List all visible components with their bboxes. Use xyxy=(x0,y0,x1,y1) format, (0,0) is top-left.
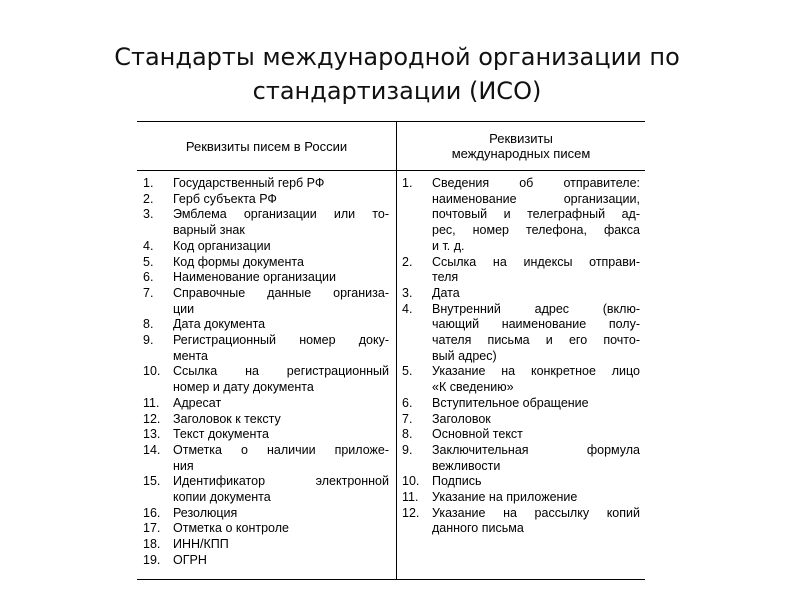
item-line: чающий наименование полу- xyxy=(432,317,640,332)
item-line: Дата xyxy=(432,285,460,300)
item-text xyxy=(432,286,640,302)
item-number: 16. xyxy=(143,505,161,520)
item-line: данного письма xyxy=(432,521,524,536)
item-text xyxy=(432,443,640,474)
item-line: Вступительное обращение xyxy=(432,395,589,410)
list-item xyxy=(402,302,640,365)
item-number: 11. xyxy=(402,490,419,505)
list-item xyxy=(402,286,640,302)
list-item xyxy=(402,176,640,255)
list-item xyxy=(143,239,389,255)
item-line: Код организации xyxy=(173,238,271,253)
item-text xyxy=(432,176,640,255)
item-number: 6. xyxy=(143,270,154,285)
list-item xyxy=(402,427,640,443)
page-title: Стандарты международной организации по стандартизации (ИСО) xyxy=(114,43,680,105)
item-line: Справочные данные организа- xyxy=(173,285,389,300)
item-number: 17. xyxy=(143,521,161,536)
item-text xyxy=(173,239,389,255)
item-number: 10. xyxy=(402,474,420,489)
list-item xyxy=(143,317,389,333)
item-text xyxy=(173,396,389,412)
item-text xyxy=(432,255,640,286)
item-number: 3. xyxy=(143,207,154,222)
item-line: Сведения об отправителе: xyxy=(432,176,640,190)
item-line: Текст документа xyxy=(173,427,269,442)
item-line: ции xyxy=(173,301,195,316)
list-item xyxy=(143,396,389,412)
item-text xyxy=(173,427,389,443)
header-right-text: Реквизиты международных писем xyxy=(451,131,591,161)
item-line: мента xyxy=(173,348,208,363)
item-line: Адресат xyxy=(173,395,222,410)
item-number: 9. xyxy=(402,442,413,457)
right-column xyxy=(402,176,640,537)
item-number: 12. xyxy=(402,505,420,520)
item-number: 2. xyxy=(402,254,413,269)
list-item xyxy=(402,443,640,474)
item-number: 10. xyxy=(143,364,161,379)
item-line: Подпись xyxy=(432,474,482,489)
item-number: 11. xyxy=(143,395,160,410)
item-number: 1. xyxy=(402,176,413,190)
item-line: Регистрационный номер доку- xyxy=(173,333,389,348)
list-item xyxy=(143,270,389,286)
item-text xyxy=(173,333,389,364)
list-item xyxy=(402,412,640,428)
item-text xyxy=(173,255,389,271)
item-text xyxy=(173,537,389,553)
item-line: вежливости xyxy=(432,458,501,473)
item-line: Указание на конкретное лицо xyxy=(432,364,640,379)
list-item xyxy=(143,412,389,428)
requisites-table xyxy=(137,121,645,580)
list-item xyxy=(143,207,389,238)
item-text xyxy=(173,521,389,537)
list-item xyxy=(402,506,640,537)
item-number: 8. xyxy=(402,427,413,442)
item-text xyxy=(432,302,640,365)
item-text xyxy=(173,364,389,395)
left-column xyxy=(143,176,389,569)
list-item xyxy=(143,553,389,569)
item-line: Отметка о наличии приложе- xyxy=(173,442,389,457)
list-item xyxy=(143,286,389,317)
item-number: 5. xyxy=(143,254,154,269)
item-text xyxy=(173,207,389,238)
column-divider xyxy=(396,122,397,579)
item-line: Наименование организации xyxy=(173,270,336,285)
list-item xyxy=(143,333,389,364)
list-item xyxy=(143,537,389,553)
item-text xyxy=(173,553,389,569)
item-line: чателя письма и его почто- xyxy=(432,333,640,348)
header-divider xyxy=(137,170,645,171)
item-line: номер и дату документа xyxy=(173,380,314,395)
item-text xyxy=(173,192,389,208)
item-line: Заголовок к тексту xyxy=(173,411,281,426)
item-number: 6. xyxy=(402,395,413,410)
item-text xyxy=(173,412,389,428)
item-text xyxy=(432,474,640,490)
item-line: наименование организации, xyxy=(432,191,640,206)
list-item xyxy=(402,490,640,506)
list-item xyxy=(402,255,640,286)
item-line: Указание на рассылку копий xyxy=(432,505,640,520)
item-line: вый адрес) xyxy=(432,348,497,363)
item-text xyxy=(432,506,640,537)
item-number: 3. xyxy=(402,285,413,300)
item-text xyxy=(173,317,389,333)
list-item xyxy=(402,364,640,395)
item-text xyxy=(173,270,389,286)
list-item xyxy=(143,506,389,522)
item-line: Указание на приложение xyxy=(432,490,578,505)
item-line: варный знак xyxy=(173,223,245,238)
item-text xyxy=(432,364,640,395)
item-line: ОГРН xyxy=(173,552,207,567)
item-line: «К сведению» xyxy=(432,380,514,395)
item-line: Ссылка на индексы отправи- xyxy=(432,254,640,269)
list-item xyxy=(143,427,389,443)
item-text xyxy=(173,474,389,505)
item-line: ИНН/КПП xyxy=(173,537,229,552)
item-line: Эмблема организации или то- xyxy=(173,207,389,222)
list-item xyxy=(143,474,389,505)
list-item xyxy=(143,255,389,271)
item-line: ния xyxy=(173,458,194,473)
item-text xyxy=(173,506,389,522)
item-number: 12. xyxy=(143,411,161,426)
list-item xyxy=(143,192,389,208)
item-number: 18. xyxy=(143,537,161,552)
item-line: теля xyxy=(432,270,459,285)
item-line: Отметка о контроле xyxy=(173,521,289,536)
list-item xyxy=(143,364,389,395)
item-line: Идентификатор электронной xyxy=(173,474,389,489)
item-line: Резолюция xyxy=(173,505,238,520)
item-line: копии документа xyxy=(173,490,271,505)
header-left: Реквизиты писем в России xyxy=(185,138,348,154)
item-number: 19. xyxy=(143,552,161,567)
item-line: Основной текст xyxy=(432,427,523,442)
item-text xyxy=(173,176,389,192)
item-line: Внутренний адрес (вклю- xyxy=(432,301,640,316)
item-number: 5. xyxy=(402,364,413,379)
item-line: Ссылка на регистрационный xyxy=(173,364,389,379)
item-line: Дата документа xyxy=(173,317,266,332)
list-item xyxy=(402,396,640,412)
list-item xyxy=(143,521,389,537)
item-line: Государственный герб РФ xyxy=(173,176,325,190)
item-number: 13. xyxy=(143,427,161,442)
item-number: 7. xyxy=(143,285,154,300)
item-number: 4. xyxy=(143,238,154,253)
item-text xyxy=(432,412,640,428)
item-line: Заголовок xyxy=(432,411,491,426)
item-line: Герб субъекта РФ xyxy=(173,191,277,206)
item-line: и т. д. xyxy=(432,238,465,253)
item-text xyxy=(432,396,640,412)
item-number: 7. xyxy=(402,411,413,426)
list-item xyxy=(402,474,640,490)
item-text xyxy=(432,490,640,506)
item-number: 9. xyxy=(143,333,154,348)
item-line: Код формы документа xyxy=(173,254,304,269)
item-number: 14. xyxy=(143,442,161,457)
item-text xyxy=(432,427,640,443)
list-item xyxy=(143,443,389,474)
item-line: рес, номер телефона, факса xyxy=(432,223,640,238)
item-number: 1. xyxy=(143,176,154,190)
item-number: 8. xyxy=(143,317,154,332)
item-number: 2. xyxy=(143,191,154,206)
item-text xyxy=(173,443,389,474)
item-line: Заключительная формула xyxy=(432,442,640,457)
header-right xyxy=(397,122,645,170)
item-text xyxy=(173,286,389,317)
item-number: 4. xyxy=(402,301,413,316)
item-line: почтовый и телеграфный ад- xyxy=(432,207,640,222)
list-item xyxy=(143,176,389,192)
item-number: 15. xyxy=(143,474,161,489)
